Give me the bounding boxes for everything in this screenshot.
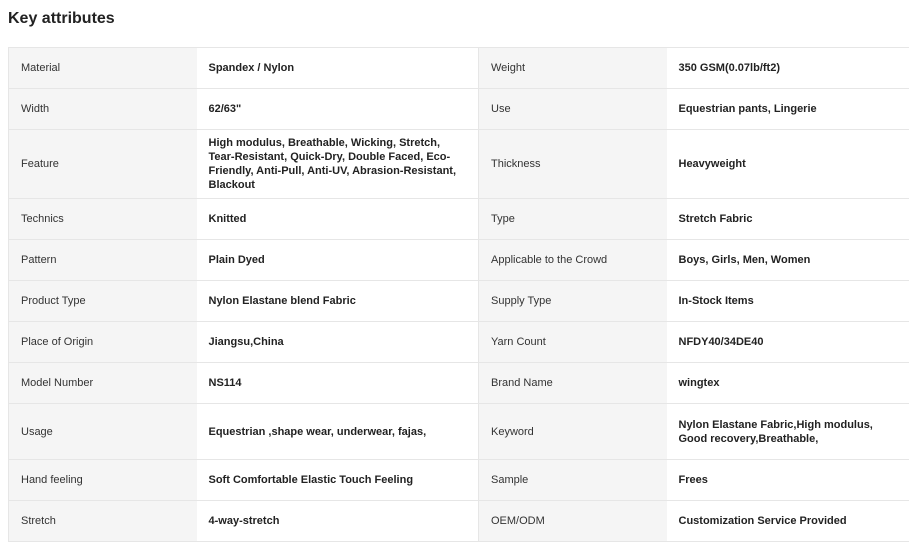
- table-row: [9, 199, 909, 240]
- attribute-value: Customization Service Provided: [667, 501, 909, 542]
- attribute-label: Thickness: [479, 130, 667, 199]
- attribute-label: Yarn Count: [479, 322, 667, 363]
- table-row: [9, 460, 909, 501]
- attribute-label: Width: [9, 89, 197, 130]
- attribute-value: Nylon Elastane Fabric,High modulus, Good recovery,Breathable,: [667, 404, 909, 460]
- attribute-value: NFDY40/34DE40: [667, 322, 909, 363]
- attribute-value: Equestrian ,shape wear, underwear, fajas,: [197, 404, 479, 460]
- attribute-value: 62/63": [197, 89, 479, 130]
- attribute-value: Knitted: [197, 199, 479, 240]
- attribute-label: Material: [9, 48, 197, 89]
- attribute-value: Spandex / Nylon: [197, 48, 479, 89]
- table-row: [9, 48, 909, 89]
- attribute-label: Use: [479, 89, 667, 130]
- attribute-label: Product Type: [9, 281, 197, 322]
- attribute-value: 4-way-stretch: [197, 501, 479, 542]
- attribute-label: Type: [479, 199, 667, 240]
- attribute-value: Stretch Fabric: [667, 199, 909, 240]
- attribute-label: Feature: [9, 130, 197, 199]
- table-row: [9, 404, 909, 460]
- section-title: Key attributes: [8, 9, 115, 29]
- attribute-value: High modulus, Breathable, Wicking, Stretch, Tear-Resistant, Quick-Dry, Double Faced, Eco-Friendly, Anti-Pull, Anti-UV, Abrasion-Resistant, Blackout: [197, 130, 479, 199]
- table-row: [9, 501, 909, 542]
- attribute-label: Hand feeling: [9, 460, 197, 501]
- attribute-label: OEM/ODM: [479, 501, 667, 542]
- attribute-label: Applicable to the Crowd: [479, 240, 667, 281]
- attribute-value: Boys, Girls, Men, Women: [667, 240, 909, 281]
- attribute-value: Soft Comfortable Elastic Touch Feeling: [197, 460, 479, 501]
- attribute-value: 350 GSM(0.07lb/ft2): [667, 48, 909, 89]
- attribute-label: Keyword: [479, 404, 667, 460]
- attribute-value: Jiangsu,China: [197, 322, 479, 363]
- attribute-value: Equestrian pants, Lingerie: [667, 89, 909, 130]
- attribute-value: wingtex: [667, 363, 909, 404]
- attribute-label: Place of Origin: [9, 322, 197, 363]
- attribute-value: NS114: [197, 363, 479, 404]
- attribute-value: Frees: [667, 460, 909, 501]
- attribute-value: Plain Dyed: [197, 240, 479, 281]
- table-row: [9, 322, 909, 363]
- attribute-label: Supply Type: [479, 281, 667, 322]
- attribute-label: Technics: [9, 199, 197, 240]
- table-row: [9, 363, 909, 404]
- attribute-label: Model Number: [9, 363, 197, 404]
- table-row: [9, 240, 909, 281]
- key-attributes-table: [8, 47, 909, 542]
- attribute-label: Brand Name: [479, 363, 667, 404]
- table-row: [9, 130, 909, 199]
- attribute-label: Pattern: [9, 240, 197, 281]
- attribute-label: Stretch: [9, 501, 197, 542]
- table-row: [9, 89, 909, 130]
- attribute-value: In-Stock Items: [667, 281, 909, 322]
- table-row: [9, 281, 909, 322]
- attribute-label: Weight: [479, 48, 667, 89]
- attribute-value: Heavyweight: [667, 130, 909, 199]
- attribute-value: Nylon Elastane blend Fabric: [197, 281, 479, 322]
- attribute-label: Usage: [9, 404, 197, 460]
- attribute-label: Sample: [479, 460, 667, 501]
